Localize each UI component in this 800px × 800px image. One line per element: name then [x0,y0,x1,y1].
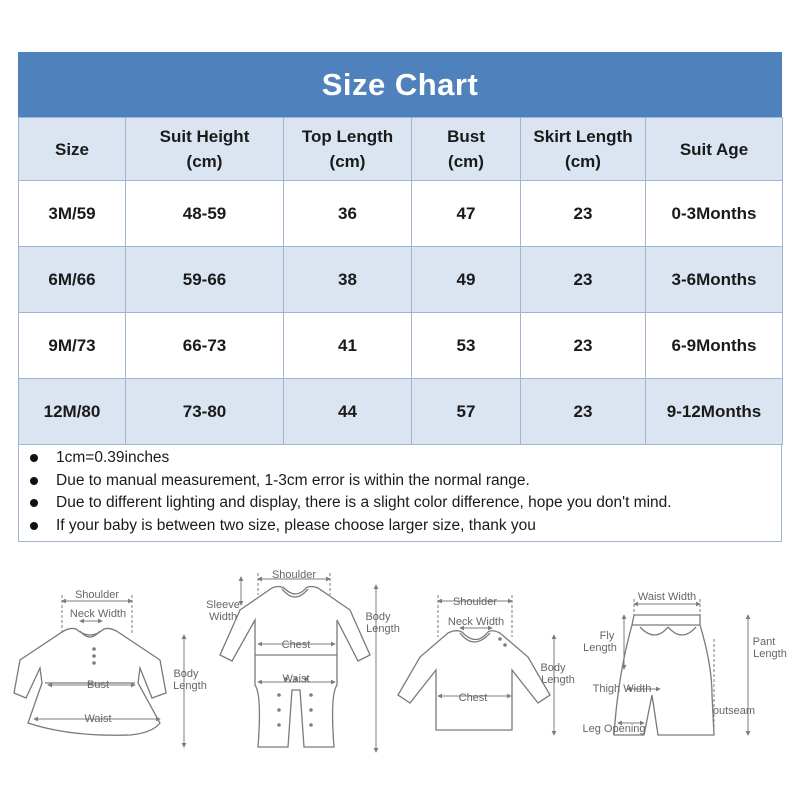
note-item: Due to different lighting and display, there is a slight color difference, hope you don't mind. [19,492,781,515]
cell-suit-height: 59-66 [126,247,284,313]
size-table [18,117,783,445]
cell-bust: 49 [412,247,521,313]
diagrams-svg [0,555,800,800]
romper-outline [220,587,370,748]
table-row [19,181,783,247]
button-icon [277,693,281,697]
label-body-length: Length [541,674,575,686]
button-icon [277,723,281,727]
romper-diagram [206,569,400,752]
label-fly-length: Fly [599,630,615,642]
button-icon [309,723,313,727]
label-body-length: Body [540,662,566,674]
cell-suit-age: 9-12Months [646,379,783,445]
cell-skirt-length: 23 [521,181,646,247]
label-shoulder: Shoulder [271,569,317,581]
cell-skirt-length: 23 [521,313,646,379]
cell-suit-age: 0-3Months [646,181,783,247]
label-bust: Bust [86,679,110,691]
header-suit-height: Suit Height (cm) [126,118,284,181]
label-waist-width: Waist Width [637,591,697,603]
cell-size: 9M/73 [19,313,126,379]
size-chart-title: Size Chart [18,52,782,117]
label-body-length: Length [173,680,207,692]
label-body-length: Body [365,611,391,623]
label-waist: Waist [282,673,310,685]
cell-size: 6M/66 [19,247,126,313]
header-suit-age: Suit Age [646,118,783,181]
header-bust: Bust (cm) [412,118,521,181]
bullet-icon [30,454,38,462]
bullet-icon [30,477,38,485]
label-chest: Chest [281,639,311,651]
label-shoulder: Shoulder [452,596,498,608]
label-chest: Chest [458,692,488,704]
cell-bust: 53 [412,313,521,379]
table-row [19,313,783,379]
cell-bust: 57 [412,379,521,445]
cell-size: 3M/59 [19,181,126,247]
top-diagram [398,595,575,735]
label-body-length: Body [173,668,199,680]
top-outline [398,631,550,730]
button-icon [503,643,507,647]
label-neck-width: Neck Width [447,616,505,628]
button-icon [92,654,96,658]
button-icon [92,661,96,665]
cell-top-length: 38 [284,247,412,313]
cell-skirt-length: 23 [521,379,646,445]
dress-diagram [14,589,207,747]
note-item: 1cm=0.39inches [19,447,781,470]
measurement-diagrams [0,555,800,800]
label-shoulder: Shoulder [74,589,120,601]
table-row [19,247,783,313]
cell-bust: 47 [412,181,521,247]
table-row [19,379,783,445]
cell-top-length: 44 [284,379,412,445]
pants-pockets [640,627,696,635]
pants-outline [614,615,714,735]
cell-suit-height: 66-73 [126,313,284,379]
label-waist: Waist [84,713,112,725]
label-pant-length: Pant [752,636,776,648]
note-item: Due to manual measurement, 1-3cm error is within the normal range. [19,470,781,493]
bullet-icon [30,499,38,507]
dress-collar [80,631,100,637]
cell-top-length: 41 [284,313,412,379]
bullet-icon [30,522,38,530]
button-icon [498,637,502,641]
button-icon [277,708,281,712]
pants-diagram [583,591,787,735]
header-skirt-length: Skirt Length (cm) [521,118,646,181]
button-icon [92,647,96,651]
label-sleeve-width: Width [208,611,238,623]
label-pant-length: Length [753,648,787,660]
label-sleeve-width: Sleeve [206,599,240,611]
note-item: If your baby is between two size, please choose larger size, thank you [19,515,781,538]
size-chart [18,52,782,542]
label-leg-opening: Leg Opening [582,723,646,735]
label-neck-width: Neck Width [69,608,127,620]
cell-suit-age: 3-6Months [646,247,783,313]
table-header-row [19,118,783,181]
cell-top-length: 36 [284,181,412,247]
label-body-length: Length [366,623,400,635]
cell-suit-age: 6-9Months [646,313,783,379]
cell-suit-height: 48-59 [126,181,284,247]
label-thigh-width: Thigh Width [592,683,652,695]
button-icon [309,693,313,697]
cell-size: 12M/80 [19,379,126,445]
label-outseam: outseam [712,705,756,717]
header-size: Size [19,118,126,181]
cell-suit-height: 73-80 [126,379,284,445]
button-icon [309,708,313,712]
header-top-length: Top Length (cm) [284,118,412,181]
notes-list [18,445,782,542]
cell-skirt-length: 23 [521,247,646,313]
label-fly-length: Length [583,642,617,654]
